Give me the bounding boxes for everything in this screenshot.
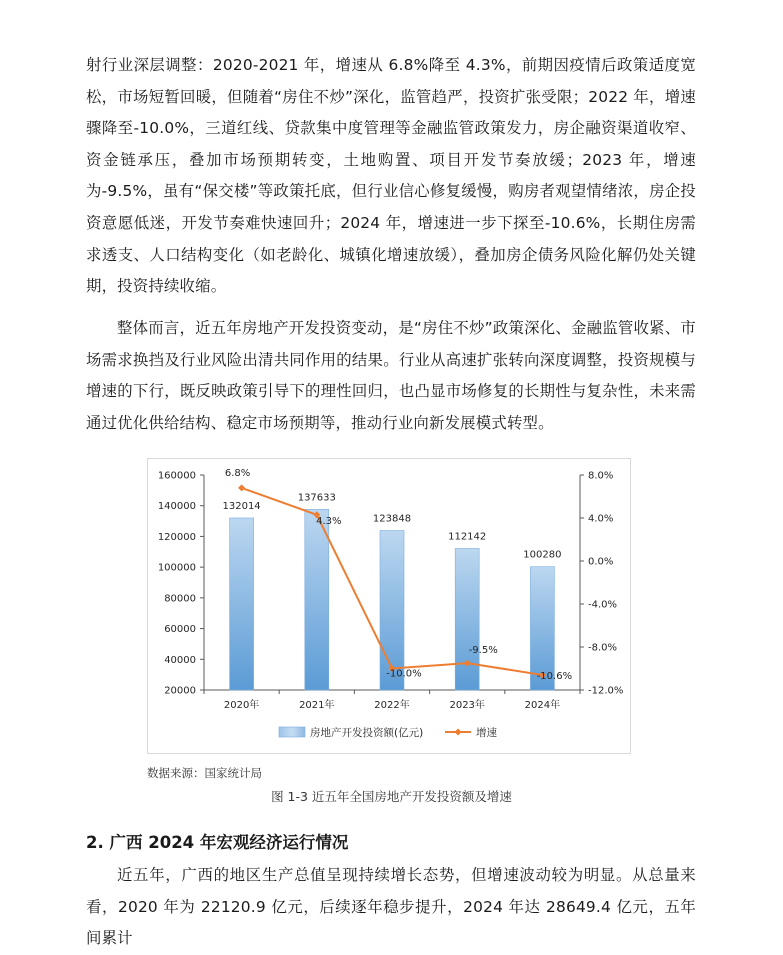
left-tick-label: 60000 bbox=[164, 624, 196, 636]
legend-line-label: 增速 bbox=[476, 727, 497, 739]
x-tick-label: 2024年 bbox=[524, 700, 561, 711]
chart-svg bbox=[148, 459, 630, 753]
x-tick-label: 2021年 bbox=[299, 700, 335, 711]
paragraph-guangxi-gdp: 近五年，广西的地区生产总值呈现持续增长态势，但增速波动较为明显。从总量来看，2020 年为 22120.9 亿元，后续逐年稳步提升，2024 年达 28649.4 亿元，五年间累计 bbox=[86, 866, 696, 948]
right-tick-label: 8.0% bbox=[588, 470, 614, 482]
bar-2023年 bbox=[455, 548, 479, 690]
growth-value-label: 4.3% bbox=[316, 515, 342, 527]
left-tick-label: 80000 bbox=[164, 593, 196, 605]
bar-value-label: 132014 bbox=[222, 500, 261, 512]
right-tick-label: -12.0% bbox=[588, 685, 624, 697]
legend-line-marker bbox=[455, 729, 462, 736]
bar-value-label: 137633 bbox=[297, 492, 336, 504]
growth-value-label: 6.8% bbox=[224, 467, 251, 479]
figure-caption: 图 1-3 近五年全国房地产开发投资额及增速 bbox=[271, 789, 512, 804]
data-source-note: 数据来源：国家统计局 bbox=[147, 766, 262, 780]
growth-value-label: -10.0% bbox=[386, 668, 422, 680]
left-tick-label: 120000 bbox=[157, 531, 196, 543]
left-tick-label: 140000 bbox=[157, 501, 196, 513]
right-tick-label: -8.0% bbox=[588, 642, 618, 654]
right-tick-label: 4.0% bbox=[588, 513, 614, 525]
growth-point-2020年 bbox=[238, 484, 245, 491]
left-tick-label: 20000 bbox=[164, 685, 196, 697]
section-heading: 2. 广西 2024 年宏观经济运行情况 bbox=[86, 833, 349, 852]
growth-value-label: -10.6% bbox=[536, 670, 573, 682]
left-tick-label: 100000 bbox=[157, 562, 196, 574]
bar-value-label: 112142 bbox=[448, 531, 487, 543]
x-tick-label: 2020年 bbox=[223, 700, 260, 711]
bar-value-label: 123848 bbox=[372, 513, 412, 525]
growth-value-label: -9.5% bbox=[468, 645, 498, 657]
left-tick-label: 160000 bbox=[157, 470, 196, 482]
investment-chart bbox=[147, 458, 631, 754]
legend-bar-label: 房地产开发投资额(亿元) bbox=[310, 727, 424, 739]
bar-2021年 bbox=[305, 509, 329, 690]
x-tick-label: 2022年 bbox=[374, 700, 410, 711]
bar-value-label: 100280 bbox=[523, 549, 562, 561]
legend-bar-swatch bbox=[279, 727, 305, 737]
x-tick-label: 2023年 bbox=[449, 700, 485, 711]
right-tick-label: 0.0% bbox=[588, 556, 614, 568]
paragraph-summary: 整体而言，近五年房地产开发投资变动，是“房住不炒”政策深化、金融监管收紧、市场需求换挡及行业风险出清共同作用的结果。行业从高速扩张转向深度调整，投资规模与增速的下行，既反映政策引导下的理性回归，也凸显市场修复的长期性与复杂性，未来需通过优化供给结构、稳定市场预期等，推动行业向新发展模式转型。 bbox=[86, 319, 696, 432]
left-tick-label: 40000 bbox=[164, 654, 196, 666]
paragraph-policy-analysis: 射行业深层调整：2020-2021 年，增速从 6.8%降至 4.3%，前期因疫情后政策适度宽松，市场短暂回暖，但随着“房住不炒”深化，监管趋严，投资扩张受限；2022 年，增速骤降至-10.0%，三道红线、贷款集中度管理等金融监管政策发力，房企融资渠道收窄、资金链承压，叠加市场预期转变，土地购置、项目开发节奏放缓；2023 年，增速为-9.5%，虽有“保交楼”等政策托底，但行业信心修复缓慢，购房者观望情绪浓，房企投资意愿低迷，开发节奏难快速回升；2024 年，增速进一步下探至-10.6%，长期住房需求透支、人口结构变化（如老龄化、城镇化增速放缓），叠加房企债务风险化解仍处关键期，投资持续收缩。 bbox=[86, 56, 696, 296]
right-tick-label: -4.0% bbox=[588, 599, 618, 611]
bar-2020年 bbox=[230, 518, 254, 690]
